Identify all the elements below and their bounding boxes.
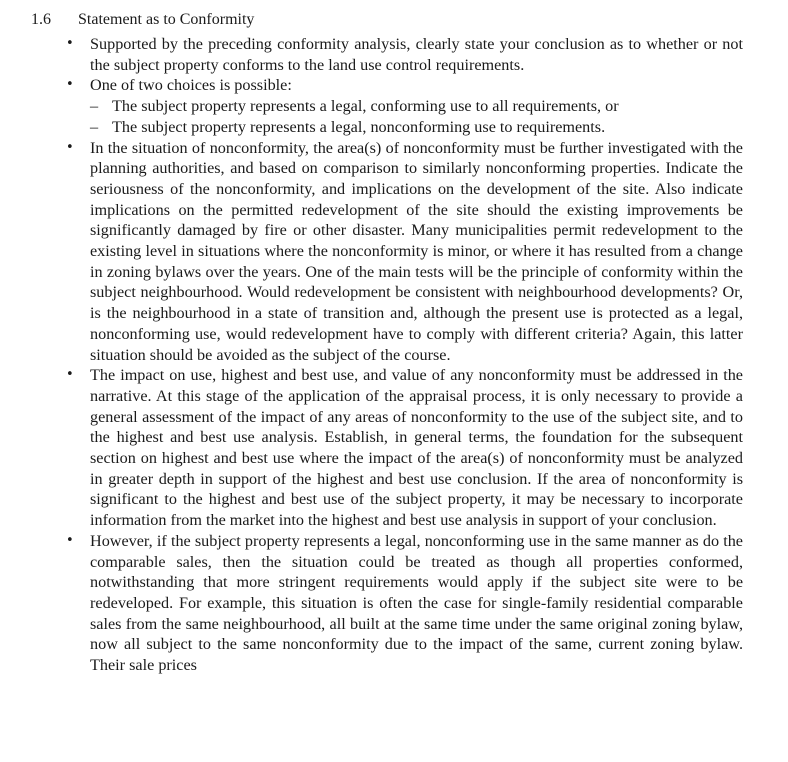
sub-item: – The subject property represents a legal, nonconforming use to requirements. xyxy=(112,117,743,138)
sub-item: – The subject property represents a legal, conforming use to all requirements, or xyxy=(112,96,743,117)
sub-list xyxy=(90,96,743,137)
section-number: 1.6 xyxy=(31,11,51,28)
bullet-item xyxy=(90,531,743,676)
bullet-text: However, if the subject property represents a legal, nonconforming use in the same manner as do the comparable sales, then the situation could be treated as though all properties conformed, notwithstanding that more stringent requirements would apply if the subject site were to be redeveloped. For example, this situation is often the case for single-family residential comparable sales from the same neighbourhood, all built at the same time under the same original zoning bylaw, now all subject to the same nonconformity due to the impact of the same, current zoning bylaw. Their sale prices xyxy=(90,531,743,675)
bullet-item xyxy=(90,138,743,366)
bullet-text: Supported by the preceding conformity analysis, clearly state your conclusion as to whether or not the subject property conforms to the land use control requirements. xyxy=(90,35,743,74)
section-heading xyxy=(31,10,254,31)
bullet-text: The impact on use, highest and best use, and value of any nonconformity must be addressed in the narrative. At this stage of the application of the appraisal process, it is only necessary to provide a general assessment of the impact of any areas of nonconformity to the use of the subject site, and to the highest and best use analysis. Establish, in general terms, the foundation for the subsequent section on highest and best use where the impact of the area(s) of nonconformity must be analyzed in greater depth in support of the highest and best use conclusion. If the area of nonconformity is significant to the highest and best use of the subject property, it may be necessary to incorporate information from the market into the highest and best use analysis in support of your conclusion. xyxy=(90,366,743,530)
bullet-item xyxy=(90,365,743,531)
bullet-item xyxy=(90,34,743,75)
section-title: Statement as to Conformity xyxy=(78,11,255,28)
bullet-list xyxy=(90,34,743,676)
bullet-text: One of two choices is possible: xyxy=(90,76,292,95)
bullet-text: In the situation of nonconformity, the area(s) of nonconformity must be further investigated with the planning authorities, and based on comparison to similarly nonconforming properties. Indicate the seriousness of the nonconformity, and implications on the development of the site. Also indicate implications on the permitted redevelopment of the site should the existing improvements be significantly damaged by fire or other disaster. Many municipalities permit redevelopment to the existing level in situations where the nonconformity is minor, or where it has resulted from a change in zoning bylaws over the years. One of the main tests will be the principle of conformity within the subject neighbourhood. Would redevelopment be consistent with neighbourhood developments? Or, is the neighbourhood in a state of transition and, although the present use is protected as a legal, nonconforming use, would redevelopment have to comply with different criteria? Again, this latter situation should be avoided as the subject of the course. xyxy=(90,138,743,364)
bullet-item xyxy=(90,75,743,137)
